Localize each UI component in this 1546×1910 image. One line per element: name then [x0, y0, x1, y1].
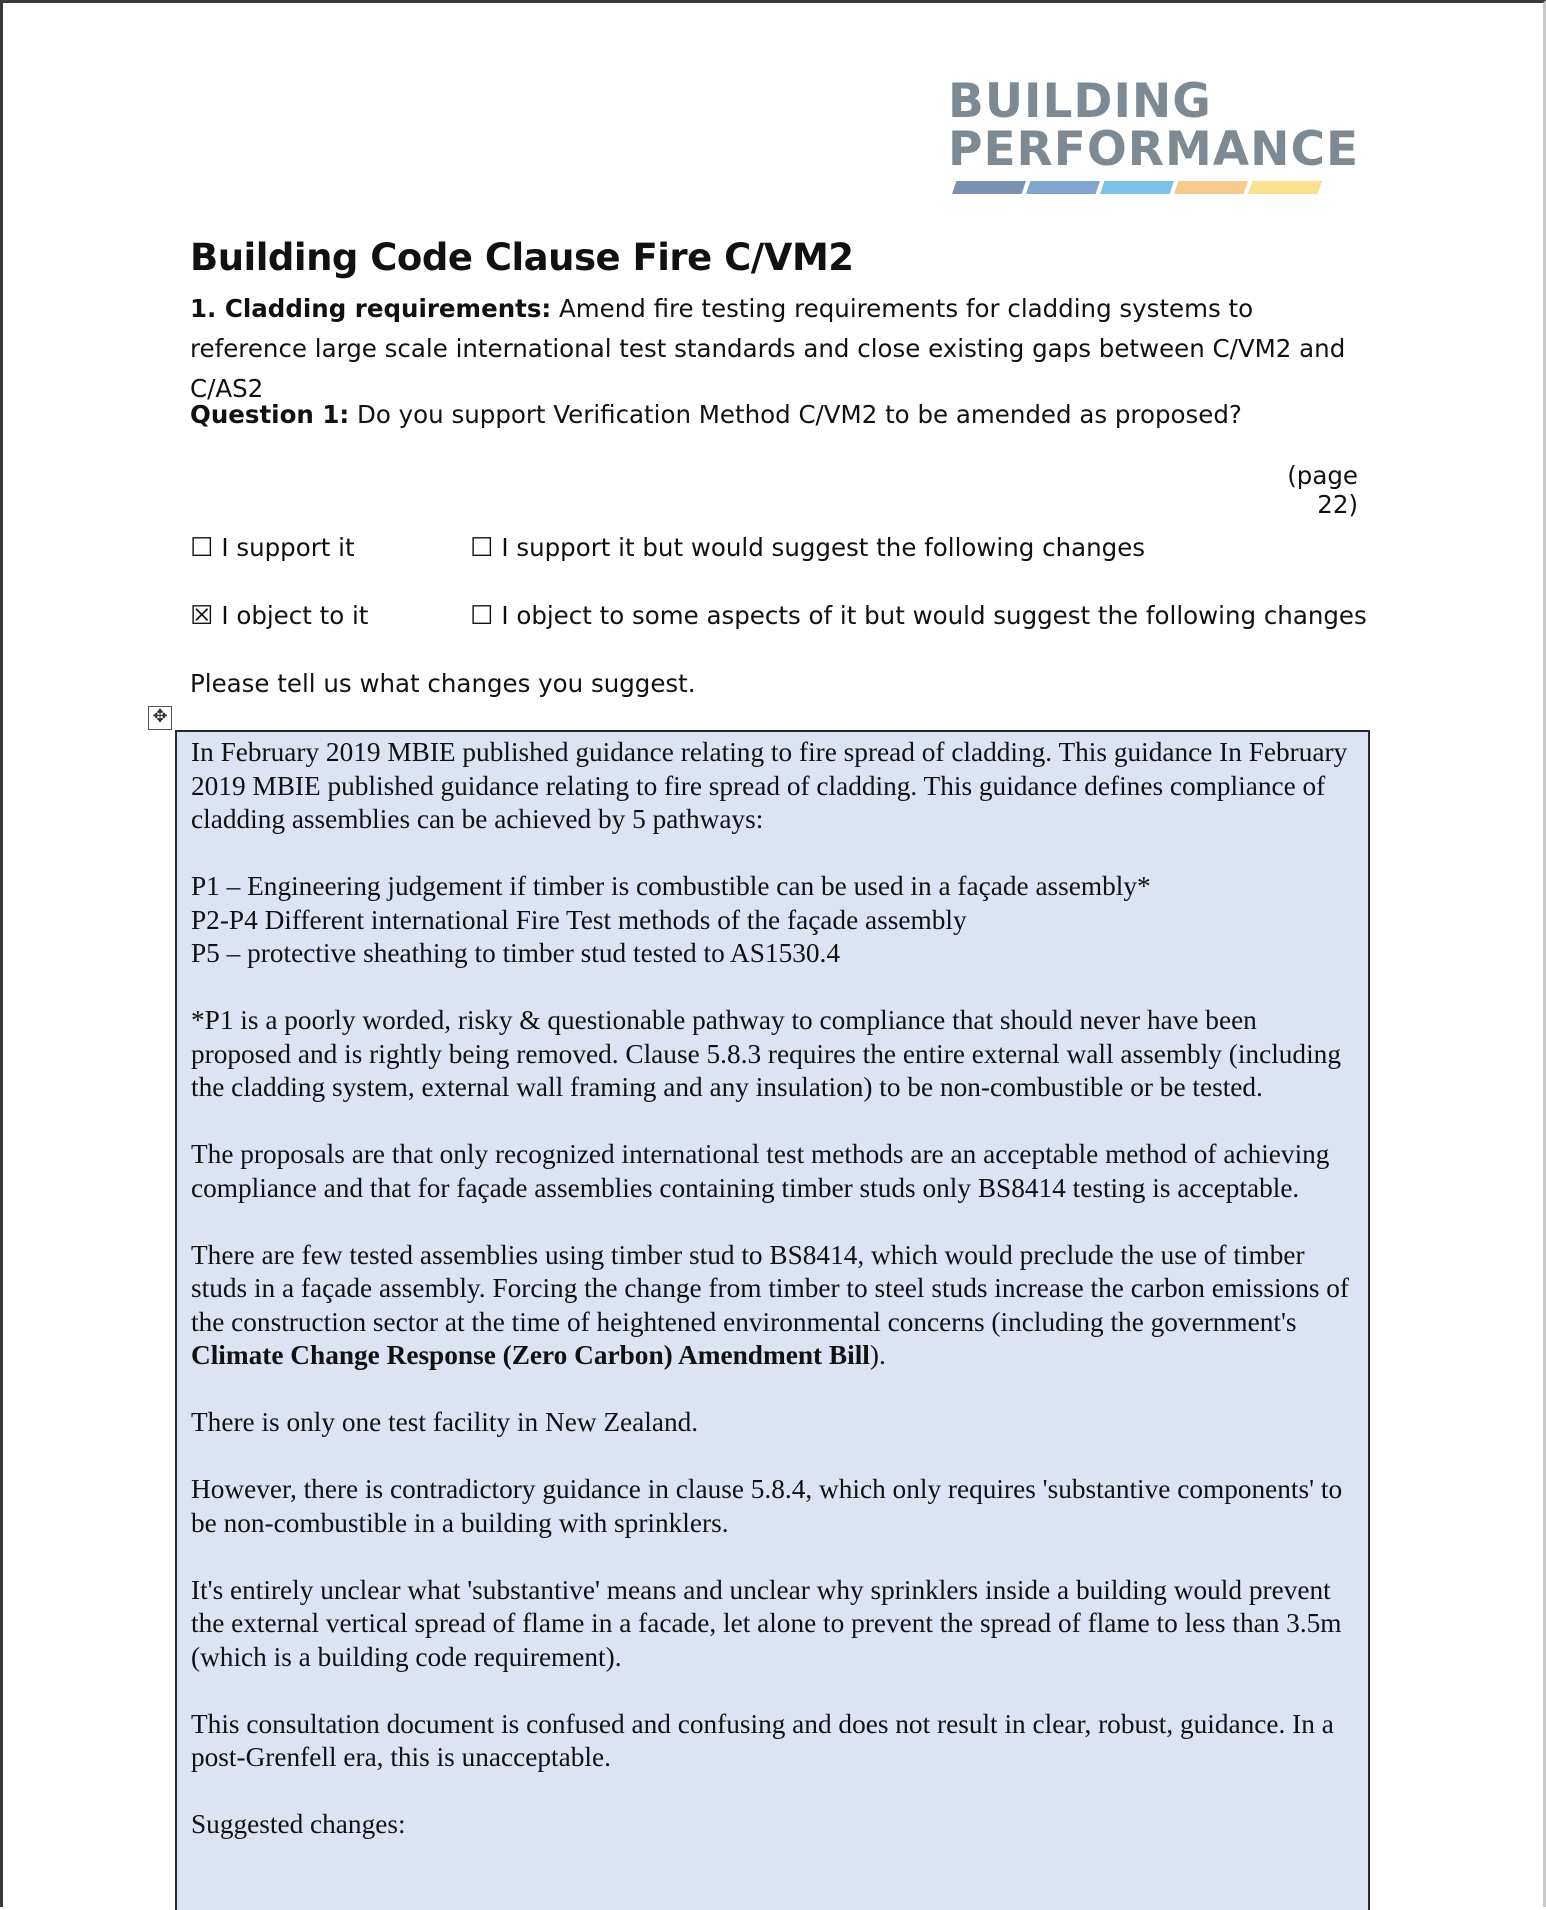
logo-stripe-segment: [1100, 181, 1174, 194]
section-intro: [190, 289, 1360, 409]
pathway-line: P1 – Engineering judgement if timber is combustible can be used in a façade assembly*: [191, 871, 1151, 901]
question-text: [190, 395, 1360, 435]
question-label: Question 1:: [190, 400, 350, 429]
checkbox-icon[interactable]: ☐: [470, 533, 494, 563]
logo-stripe-segment: [1174, 181, 1248, 194]
bill-name: Climate Change Response (Zero Carbon) Amendment Bill: [191, 1340, 870, 1370]
page-reference: (page 22): [1287, 461, 1358, 519]
checkbox-icon[interactable]: ☐: [190, 533, 214, 563]
response-text: ).: [869, 1340, 886, 1370]
response-paragraph: In February 2019 MBIE published guidance relating to fire spread of cladding. This guidance In February 2019 MBIE published guidance relating to fire spread of cladding. This guidance defines compliance of cladding assemblies can be achieved by 5 pathways:: [191, 737, 1348, 834]
building-performance-logo: [948, 74, 1360, 177]
section-text: Amend fire testing requirements for cladding systems to reference large scale international test standards and close existing gaps between C/VM2 and C/AS2: [190, 294, 1346, 403]
response-text: There are few tested assemblies using timber stud to BS8414, which would preclude the use of timber studs in a façade assembly. Forcing the change from timber to steel studs increase the carbon emissions of the construction sector at the time of heightened environmental concerns (including the government's: [191, 1239, 1350, 1337]
response-paragraph: The proposals are that only recognized international test methods are an acceptable method of achieving compliance and that for façade assemblies containing timber studs only BS8414 testing is acceptable.: [191, 1139, 1330, 1203]
option-label: I object to some aspects of it but would suggest the following changes: [501, 601, 1367, 630]
logo-stripe-segment: [952, 181, 1026, 194]
response-paragraph: [191, 1239, 1356, 1373]
page-title: Building Code Clause Fire C/VM2: [190, 236, 854, 279]
response-text-box[interactable]: [175, 730, 1370, 1910]
logo-stripe-segment: [1248, 181, 1322, 194]
option-support[interactable]: [190, 530, 355, 566]
response-paragraph: This consultation document is confused and confusing and does not result in clear, robust, guidance. In a post-Grenfell era, this is unacceptable.: [191, 1708, 1334, 1772]
logo-stripe: [952, 181, 1322, 194]
option-support-with-changes[interactable]: [470, 530, 1145, 566]
logo-line-1: BUILDING: [948, 74, 1212, 129]
option-label: I support it but would suggest the following changes: [501, 533, 1146, 562]
response-paragraph: Suggested changes:: [191, 1809, 406, 1839]
pathway-line: P5 – protective sheathing to timber stud tested to AS1530.4: [191, 938, 840, 968]
option-object-some-aspects[interactable]: [470, 598, 1367, 634]
checkbox-icon[interactable]: ☐: [470, 601, 494, 631]
question-body: Do you support Verification Method C/VM2 to be amended as proposed?: [349, 400, 1242, 429]
checkbox-checked-icon[interactable]: ☒: [190, 601, 214, 631]
response-paragraph: There is only one test facility in New Zealand.: [191, 1407, 699, 1437]
response-paragraph: However, there is contradictory guidance in clause 5.8.4, which only requires 'substantive components' to be non-combustible in a building with sprinklers.: [191, 1474, 1343, 1538]
response-paragraph: *P1 is a poorly worded, risky & questionable pathway to compliance that should never have been proposed and is rightly being removed. Clause 5.8.3 requires the entire external wall assembly (including the cladding system, external wall framing and any insulation) to be non-combustible or be tested.: [191, 1005, 1341, 1102]
option-object[interactable]: [190, 598, 368, 634]
option-label: I support it: [221, 533, 355, 562]
logo-line-2: PERFORMANCE: [948, 122, 1360, 177]
option-label: I object to it: [221, 601, 369, 630]
logo-stripe-segment: [1026, 181, 1100, 194]
changes-prompt: Please tell us what changes you suggest.: [190, 669, 696, 698]
table-move-handle-icon[interactable]: ✥: [148, 706, 172, 730]
section-label: 1. Cladding requirements:: [190, 294, 552, 323]
pathway-line: P2-P4 Different international Fire Test methods of the façade assembly: [191, 904, 967, 935]
response-paragraph: It's entirely unclear what 'substantive' means and unclear why sprinklers inside a building would prevent the external vertical spread of flame in a facade, let alone to prevent the spread of flame to less than 3.5m (which is a building code requirement).: [191, 1574, 1342, 1672]
